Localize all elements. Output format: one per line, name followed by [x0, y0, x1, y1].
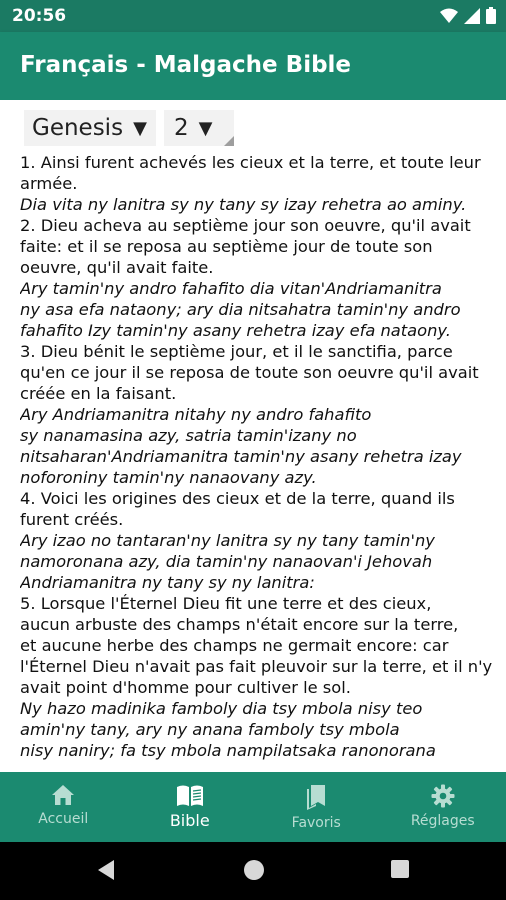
verse-malagasy-text: Ary izao no tantaran'ny lanitra sy ny tany tamin'ny namoronana azy, dia tamin'ny nanaovan'i Jehovah Andriamanitra ny tany sy ny lanitra:	[20, 531, 435, 592]
dropdown-arrow-icon: ▼	[198, 117, 213, 139]
status-icons	[440, 7, 496, 24]
app-bar	[0, 32, 506, 100]
nav-item-reglages[interactable]	[380, 772, 506, 842]
verse-french-text: 4. Voici les origines des cieux et de la terre, quand ils furent créés.	[20, 489, 455, 529]
nav-label: Accueil	[38, 811, 89, 827]
signal-icon	[464, 8, 480, 24]
nav-label: Réglages	[410, 813, 475, 829]
book-selector-value: Genesis	[32, 115, 124, 141]
bottom-nav	[0, 772, 506, 842]
home-button-icon[interactable]	[243, 859, 265, 881]
system-nav-bar	[0, 842, 506, 900]
verse-french-text: 2. Dieu acheva au septième jour son oeuvre, qu'il avait faite: et il se reposa au septième jour de toute son oeuvre, qu'il avait faite.	[20, 216, 471, 277]
verse-french-text: 3. Dieu bénit le septième jour, et il le sanctifia, parce qu'en ce jour il se reposa de toute son oeuvre qu'il avait créée en la faisant.	[20, 342, 479, 403]
status-bar	[0, 0, 506, 32]
verse-content[interactable]	[20, 152, 498, 772]
nav-item-favoris[interactable]	[253, 772, 380, 842]
back-icon[interactable]	[96, 859, 116, 881]
wifi-icon	[440, 8, 458, 23]
gear-icon	[431, 784, 455, 808]
status-time: 20:56	[12, 6, 67, 26]
chapter-selector-value: 2	[174, 115, 189, 141]
book-icon	[175, 784, 205, 808]
nav-label: Favoris	[291, 815, 341, 831]
recents-icon[interactable]	[390, 859, 410, 879]
nav-item-accueil[interactable]	[0, 772, 127, 842]
verse-french-text: 1. Ainsi furent achevés les cieux et la terre, et toute leur armée.	[20, 153, 481, 193]
verse-1	[20, 152, 498, 215]
spinner-corner-icon	[224, 136, 234, 146]
verse-malagasy-text: Ary tamin'ny andro fahafito dia vitan'Andriamanitra ny asa efa nataony; ary dia nitsahatra tamin'ny andro fahafito Izy tamin'ny asany rehetra izay efa nataony.	[20, 279, 461, 340]
verse-5	[20, 593, 498, 761]
verse-malagasy-text: Ary Andriamanitra nitahy ny andro fahafito sy nanamasina azy, satria tamin'izany no nitsaharan'Andriamanitra tamin'ny asany rehetra izay noforoniny tamin'ny nanaovany azy.	[20, 405, 462, 487]
selector-bar	[0, 100, 506, 152]
verse-malagasy-text: Ny hazo madinika famboly dia tsy mbola nisy teo amin'ny tany, ary ny anana famboly tsy mbola nisy naniry; fa tsy mbola nampilatsaka ranonorana	[20, 699, 436, 760]
verse-malagasy-text: Dia vita ny lanitra sy ny tany sy izay rehetra ao aminy.	[20, 195, 467, 214]
bookmarks-icon	[304, 784, 328, 810]
verse-french-text: 5. Lorsque l'Éternel Dieu fit une terre et des cieux, aucun arbuste des champs n'était encore sur la terre, et aucune herbe des champs ne germait encore: car l'Éternel Dieu n'avait pas fait pleuvoir sur la terre, et il n'y avait point d'homme pour cultiver le sol.	[20, 594, 493, 697]
verse-4	[20, 488, 498, 593]
battery-icon	[486, 7, 496, 24]
book-selector[interactable]	[24, 110, 156, 146]
home-icon	[51, 784, 75, 806]
nav-label: Bible	[169, 811, 210, 830]
dropdown-arrow-icon: ▼	[133, 117, 147, 139]
nav-item-bible[interactable]	[127, 772, 254, 842]
chapter-selector[interactable]	[164, 110, 234, 146]
app-title: Français - Malgache Bible	[20, 52, 352, 78]
verse-3	[20, 341, 498, 488]
verse-2	[20, 215, 498, 341]
